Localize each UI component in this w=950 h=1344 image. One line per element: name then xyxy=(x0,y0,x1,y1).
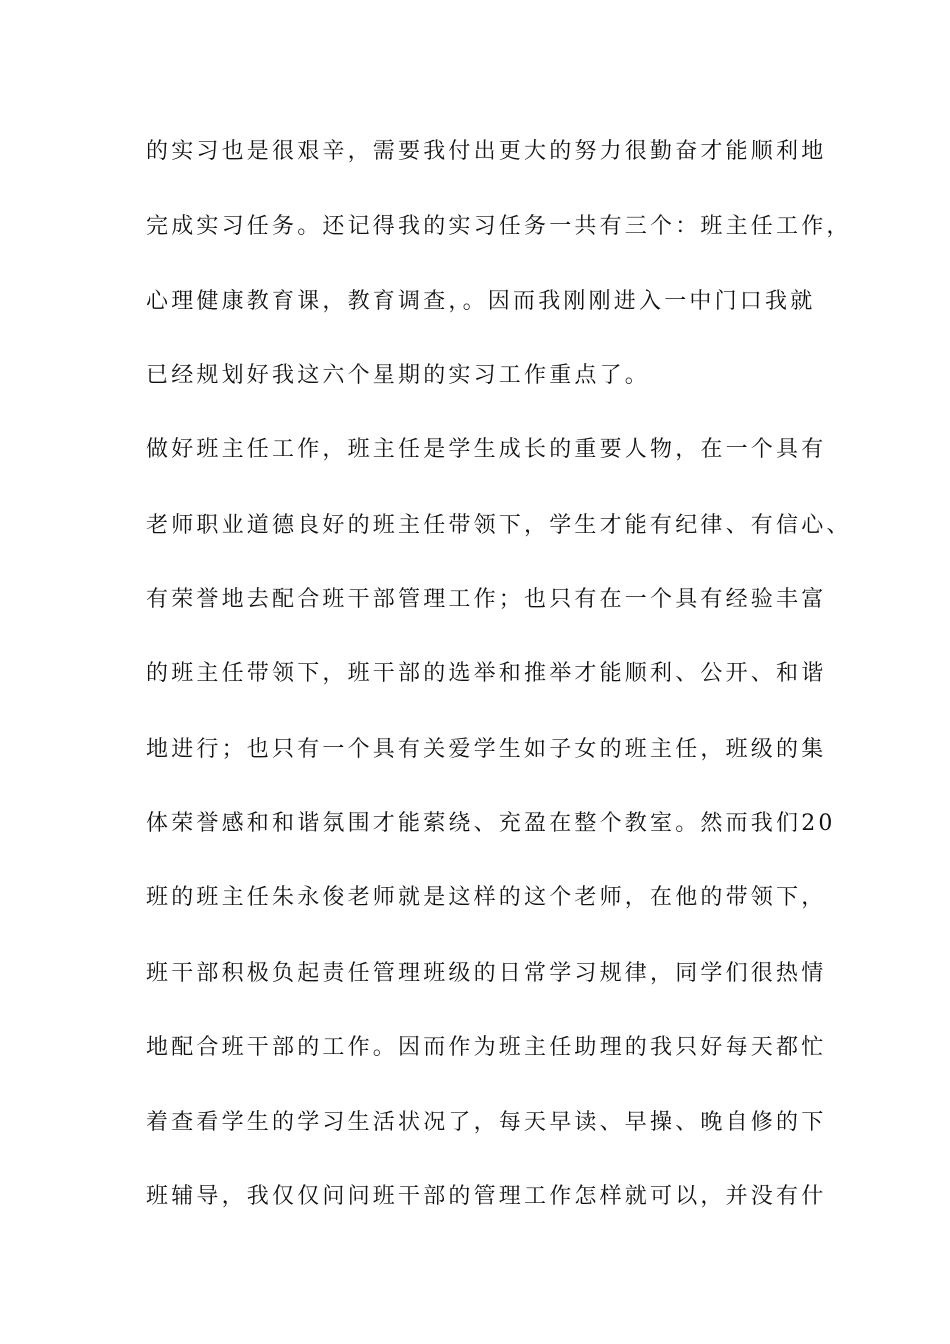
text-line: 老师职业道德良好的班主任带领下，学生才能有纪律、有信心、 xyxy=(146,513,852,538)
text-line: 班干部积极负起责任管理班级的日常学习规律，同学们很热情 xyxy=(146,961,827,986)
text-line: 的班主任带领下，班干部的选举和推举才能顺利、公开、和谐 xyxy=(146,661,827,686)
text-line: 班的班主任朱永俊老师就是这样的这个老师，在他的带领下， xyxy=(146,885,827,910)
text-line: 有荣誉地去配合班干部管理工作；也只有在一个具有经验丰富 xyxy=(146,587,827,612)
text-line: 已经规划好我这六个星期的实习工作重点了。 xyxy=(146,363,651,388)
text-line: 心理健康教育课，教育调查，。因而我刚刚进入一中门口我就 xyxy=(146,289,816,314)
text-line: 的实习也是很艰辛，需要我付出更大的努力很勤奋才能顺利地 xyxy=(146,139,827,164)
text-line: 地配合班干部的工作。因而作为班主任助理的我只好每天都忙 xyxy=(146,1035,827,1060)
text-line: 班辅导，我仅仅问问班干部的管理工作怎样就可以，并没有什 xyxy=(146,1184,827,1209)
text-line: 做好班主任工作，班主任是学生成长的重要人物，在一个具有 xyxy=(146,437,827,462)
text-line: 地进行；也只有一个具有关爱学生如子女的班主任，班级的集 xyxy=(146,737,827,762)
text-line: 体荣誉感和和谐氛围才能萦绕、充盈在整个教室。然而我们20 xyxy=(146,811,836,836)
text-line: 完成实习任务。还记得我的实习任务一共有三个：班主任工作， xyxy=(146,214,852,239)
text-line: 着查看学生的学习生活状况了，每天早读、早操、晚自修的下 xyxy=(146,1110,827,1135)
